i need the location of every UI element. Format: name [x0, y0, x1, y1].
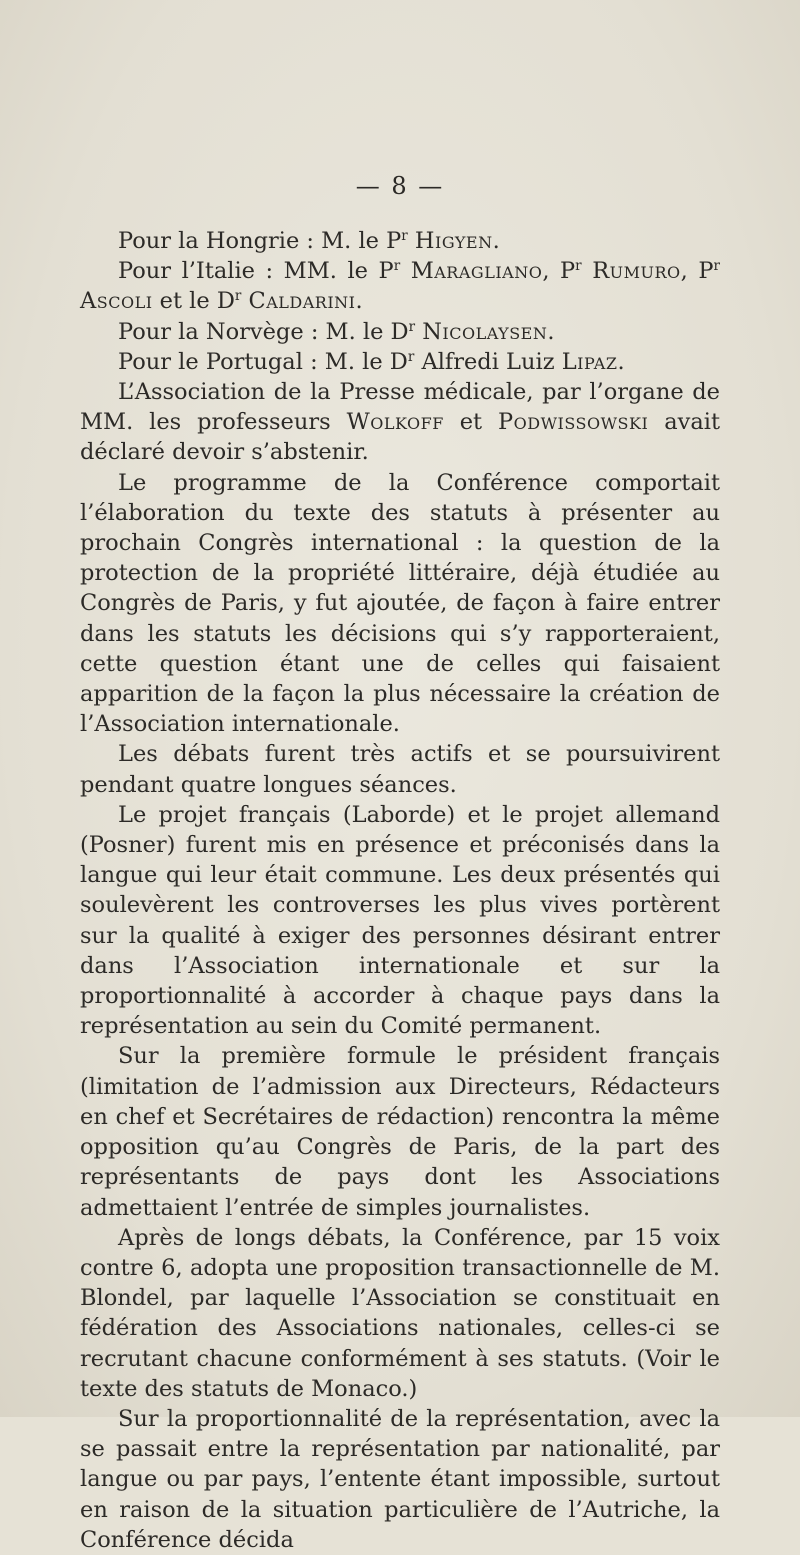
line-presse: L’Association de la Presse médicale, par l’organe de MM. les professeurs Wolkoff et Podwissowski avait déclaré devoir s’abstenir.: [80, 379, 720, 466]
page-number: — 8 —: [355, 172, 445, 200]
line-hongrie: Pour la Hongrie : M. le $P^r$ Higyen.: [118, 227, 500, 254]
paragraph: Le projet français (Laborde) et le projet allemand (Posner) furent mis en présence et préconisés dans la langue qui leur était commune. Les deux présentés qui soulevèrent les controverses les plus vives portèrent sur la qualité à exiger des personnes désirant entrer dans l’Association internationale et sur la proportionnalité à accorder à chaque pays dans la représentation au sein du Comité permanent.: [80, 801, 720, 1040]
paragraph: Sur la proportionnalité de la représentation, avec la se passait entre la représentation par nationalité, par langue ou par pays, l’entente étant impossible, surtout en raison de la situation particulière de l’Autriche, la Conférence décida: [80, 1405, 720, 1553]
body-text: [80, 226, 720, 1555]
paragraph: Les débats furent très actifs et se poursuivirent pendant quatre longues séances.: [80, 741, 720, 798]
line-norvege: Pour la Norvège : M. le $D^r$ Nicolaysen.: [118, 318, 555, 345]
paragraph: Après de longs débats, la Conférence, par 15 voix contre 6, adopta une proposition transactionnelle de M. Blondel, par laquelle l’Association se constituait en fédération des Associations nationales, celles-ci se recrutant chacune conformément à ses statuts. (Voir le texte des statuts de Monaco.): [80, 1224, 720, 1402]
line-portugal: Pour le Portugal : M. le $D^r$ Alfredi Luiz Lipaz.: [118, 348, 625, 375]
line-italie: Pour l’Italie : MM. le $P^r$ Maragliano, $P^r$ Rumuro, $P^r$ Ascoli et le $D^r$ Caldarini.: [80, 258, 720, 315]
paragraph: Sur la première formule le président français (limitation de l’admission aux Directeurs, Rédacteurs en chef et Secrétaires de rédaction) rencontra la même opposition qu’au Congrès de Paris, de la part des représentants de pays dont les Associations admettaient l’entrée de simples journalistes.: [80, 1043, 720, 1221]
paragraph: Le programme de la Conférence comportait l’élaboration du texte des statuts à présenter au prochain Congrès international : la question de la protection de la propriété littéraire, déjà étudiée au Congrès de Paris, y fut ajoutée, de façon à faire entrer dans les statuts les décisions qui s’y rapporteraient, cette question étant une de celles qui faisaient apparition de la façon la plus nécessaire la création de l’Association internationale.: [80, 469, 720, 738]
